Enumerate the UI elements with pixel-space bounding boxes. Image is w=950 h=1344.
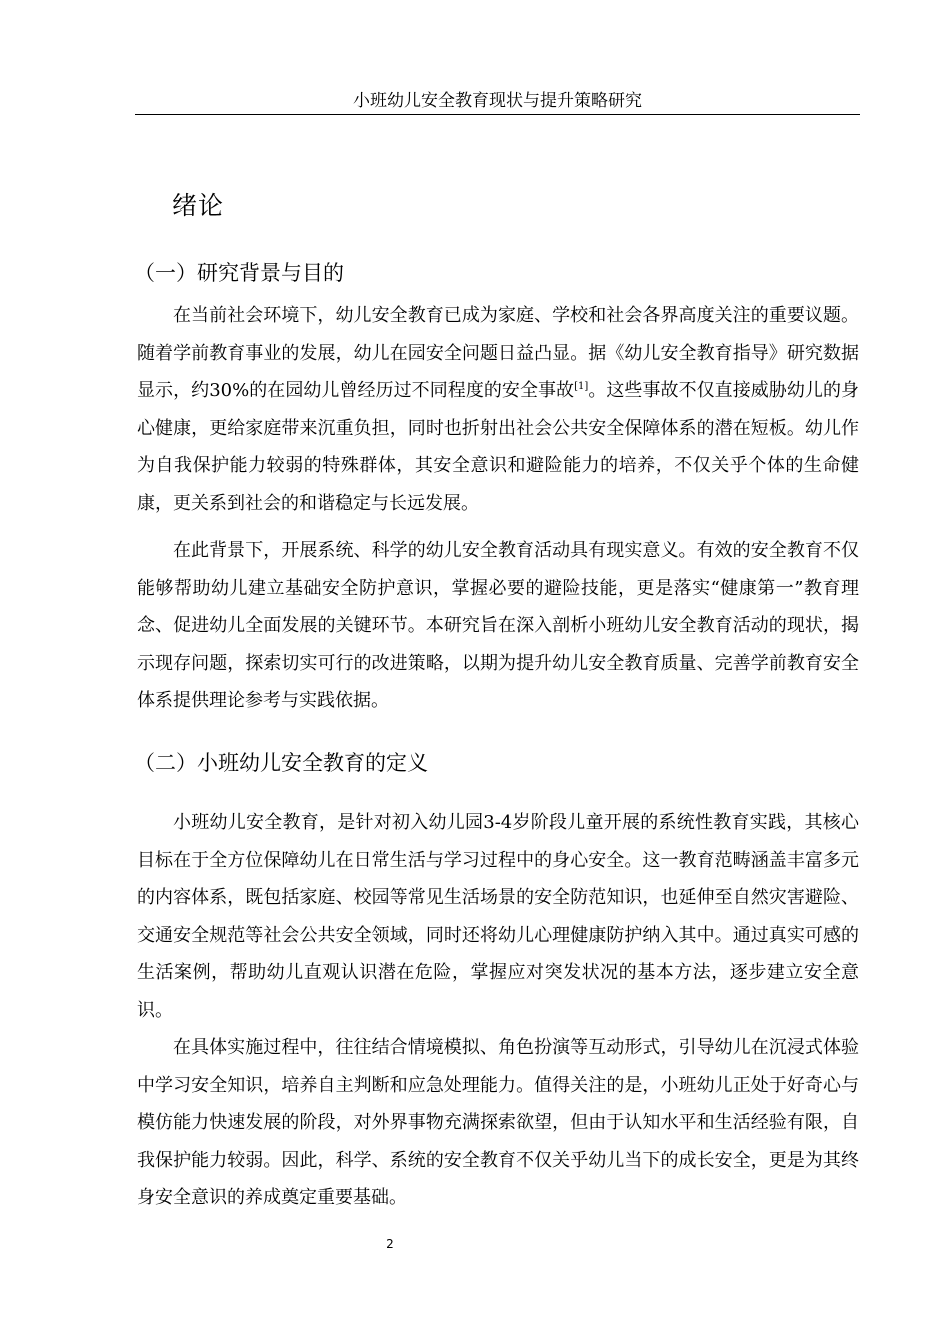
paragraph <box>137 297 859 522</box>
running-header: 小班幼儿安全教育现状与提升策略研究 <box>135 90 860 115</box>
paragraph: 小班幼儿安全教育，是针对初入幼儿园3-4岁阶段儿童开展的系统性教育实践，其核心目标在于全方位保障幼儿在日常生活与学习过程中的身心安全。这一教育范畴涵盖丰富多元的内容体系，既包括家庭、校园等常见生活场景的安全防范知识，也延伸至自然灾害避险、交通安全规范等社会公共安全领域，同时还将幼儿心理健康防护纳入其中。通过真实可感的生活案例，帮助幼儿直观认识潜在危险，掌握应对突发状况的基本方法，逐步建立安全意识。 <box>137 812 859 1021</box>
chapter-title: 绪论 <box>172 191 225 220</box>
section-heading-definition: （二）小班幼儿安全教育的定义 <box>134 751 428 775</box>
page-number: 2 <box>386 1237 394 1251</box>
section-definition-body <box>137 804 859 1217</box>
paragraph-text: 在当前社会环境下，幼儿安全教育已成为家庭、学校和社会各界高度关注的重要议题。随着学前教育事业的发展，幼儿在园安全问题日益凸显。据《幼儿安全教育指导》研究数据显示，约30%的在园幼儿曾经历过不同程度的安全事故 <box>137 305 859 401</box>
section-heading-background: （一）研究背景与目的 <box>134 261 344 285</box>
section-background-body-2 <box>137 532 859 720</box>
paragraph-text: 。这些事故不仅直接威胁幼儿的身心健康，更给家庭带来沉重负担，同时也折射出社会公共安全保障体系的潜在短板。幼儿作为自我保护能力较弱的特殊群体，其安全意识和避险能力的培养，不仅关乎个体的生命健康，更关系到社会的和谐稳定与长远发展。 <box>137 380 859 514</box>
paragraph: 在具体实施过程中，往往结合情境模拟、角色扮演等互动形式，引导幼儿在沉浸式体验中学习安全知识，培养自主判断和应急处理能力。值得关注的是，小班幼儿正处于好奇心与模仿能力快速发展的阶段，对外界事物充满探索欲望，但由于认知水平和生活经验有限，自我保护能力较弱。因此，科学、系统的安全教育不仅关乎幼儿当下的成长安全，更是为其终身安全意识的养成奠定重要基础。 <box>137 1037 859 1208</box>
citation-ref: [1] <box>574 381 589 392</box>
section-background-body <box>137 297 859 522</box>
paragraph: 在此背景下，开展系统、科学的幼儿安全教育活动具有现实意义。有效的安全教育不仅能够帮助幼儿建立基础安全防护意识，掌握必要的避险技能，更是落实“健康第一”教育理念、促进幼儿全面发展的关键环节。本研究旨在深入剖析小班幼儿安全教育活动的现状，揭示现存问题，探索切实可行的改进策略，以期为提升幼儿安全教育质量、完善学前教育安全体系提供理论参考与实践依据。 <box>137 540 859 711</box>
